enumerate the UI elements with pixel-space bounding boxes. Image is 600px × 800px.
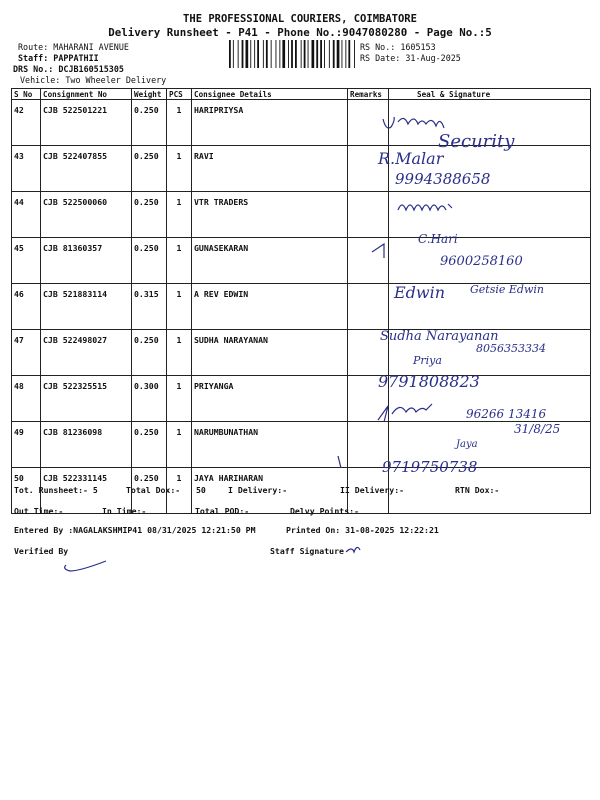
sig-jaya: Jaya [456, 439, 478, 450]
cell-seal-signature [389, 422, 591, 468]
cell-sno: 43 [12, 146, 41, 192]
table-row [12, 100, 591, 146]
cell-pcs: 1 [167, 100, 192, 146]
table-row [12, 192, 591, 238]
cell-consignee: HARIPRIYSA [192, 100, 348, 146]
col-remarks: Remarks [348, 89, 389, 100]
staff: Staff: PAPPATHII [18, 53, 99, 63]
entered-by: Entered By :NAGALAKSHMIP41 08/31/2025 12:21:50 PM [14, 525, 256, 535]
printed-on: Printed On: 31-08-2025 12:22:21 [286, 525, 439, 535]
rtn-dox: RTN Dox:- [455, 485, 500, 495]
sig-priya-phone: 9791808823 [378, 372, 480, 391]
cell-seal-signature [389, 238, 591, 284]
cell-consignee: JAYA HARIHARAN [192, 468, 348, 514]
cell-pcs: 1 [167, 238, 192, 284]
route: Route: MAHARANI AVENUE [18, 42, 129, 52]
verified-by: Verified By [14, 546, 69, 556]
col-pcs: PCS [167, 89, 192, 100]
cell-consignment: CJB 81236098 [41, 422, 132, 468]
sig-edwin: Edwin [394, 283, 446, 302]
cell-weight: 0.250 [132, 192, 167, 238]
company-title: THE PROFESSIONAL COURIERS, COIMBATORE [183, 13, 417, 25]
cell-consignment: CJB 522498027 [41, 330, 132, 376]
cell-consignment: CJB 522331145 [41, 468, 132, 514]
barcode [229, 40, 357, 68]
cell-consignee: A REV EDWIN [192, 284, 348, 330]
cell-sno: 45 [12, 238, 41, 284]
cell-seal-signature [389, 192, 591, 238]
total-pod: Total POD:- [195, 506, 250, 516]
cell-consignee: GUNASEKARAN [192, 238, 348, 284]
i-delivery: I Delivery:- [228, 485, 288, 495]
ii-delivery: II Delivery:- [340, 485, 405, 495]
rs-number: RS No.: 1605153 [360, 42, 436, 52]
cell-sno: 49 [12, 422, 41, 468]
cell-sno: 48 [12, 376, 41, 422]
cell-pcs: 1 [167, 146, 192, 192]
table-row [12, 238, 591, 284]
cell-consignment: CJB 522501221 [41, 100, 132, 146]
cell-sno: 44 [12, 192, 41, 238]
sig-malar-phone: 9994388658 [395, 170, 491, 188]
out-time: Out Time:- [14, 506, 64, 516]
cell-weight: 0.250 [132, 330, 167, 376]
total-dox-value: 50 [196, 485, 206, 495]
cell-sno: 46 [12, 284, 41, 330]
col-consignment: Consignment No [41, 89, 132, 100]
sig-security: Security [438, 131, 515, 152]
cell-weight: 0.315 [132, 284, 167, 330]
vehicle: Vehicle: Two Wheeler Delivery [20, 75, 167, 85]
cell-remarks [348, 422, 389, 468]
cell-remarks [348, 330, 389, 376]
cell-remarks [348, 192, 389, 238]
cell-weight: 0.250 [132, 100, 167, 146]
total-dox-label: Total Dox:- [126, 485, 181, 495]
table-row [12, 330, 591, 376]
cell-seal-signature [389, 330, 591, 376]
sig-rmalar: R.Malar [378, 149, 444, 168]
sig-hari-phone: 9600258160 [440, 254, 523, 269]
table-row [12, 376, 591, 422]
table-row [12, 284, 591, 330]
delvy-points: Delvy Points:- [290, 506, 360, 516]
cell-consignment: CJB 522407855 [41, 146, 132, 192]
sig-priya: Priya [413, 354, 442, 367]
table-row [12, 422, 591, 468]
sig-jaya-phone: 9719750738 [382, 458, 478, 476]
cell-consignment: CJB 521883114 [41, 284, 132, 330]
cell-consignee: VTR TRADERS [192, 192, 348, 238]
drs-number: DRS No.: DCJB160515305 [13, 64, 124, 74]
rs-date: RS Date: 31-Aug-2025 [360, 53, 461, 63]
cell-consignee: SUDHA NARAYANAN [192, 330, 348, 376]
cell-sno: 42 [12, 100, 41, 146]
cell-weight: 0.250 [132, 238, 167, 284]
cell-consignee: RAVI [192, 146, 348, 192]
sig-sudha-phone: 8056353334 [476, 342, 546, 355]
table-row [12, 146, 591, 192]
sig-narum-date: 31/8/25 [514, 422, 561, 436]
col-consignee: Consignee Details [192, 89, 348, 100]
runsheet-subtitle: Delivery Runsheet - P41 - Phone No.:9047080280 - Page No.:5 [108, 26, 492, 39]
cell-seal-signature [389, 146, 591, 192]
cell-weight: 0.250 [132, 468, 167, 514]
col-seal-signature: Seal & Signature [389, 89, 591, 100]
cell-weight: 0.250 [132, 422, 167, 468]
cell-remarks [348, 146, 389, 192]
cell-remarks [348, 238, 389, 284]
cell-sno: 50 [12, 468, 41, 514]
sig-getsie-edwin: Getsie Edwin [470, 283, 544, 296]
cell-pcs: 1 [167, 468, 192, 514]
col-sno: S No [12, 89, 41, 100]
runsheet-table [11, 88, 591, 514]
cell-seal-signature [389, 100, 591, 146]
cell-remarks [348, 100, 389, 146]
cell-remarks [348, 284, 389, 330]
sig-sudha: Sudha Narayanan [380, 329, 499, 344]
cell-pcs: 1 [167, 330, 192, 376]
cell-weight: 0.250 [132, 146, 167, 192]
cell-pcs: 1 [167, 376, 192, 422]
table-header-row [12, 89, 591, 100]
staff-signature: Staff Signature [270, 546, 344, 556]
cell-consignment: CJB 522325515 [41, 376, 132, 422]
cell-sno: 47 [12, 330, 41, 376]
cell-pcs: 1 [167, 192, 192, 238]
sig-narum-phone: 96266 13416 [466, 407, 547, 421]
cell-weight: 0.300 [132, 376, 167, 422]
cell-seal-signature [389, 284, 591, 330]
cell-consignment: CJB 81360357 [41, 238, 132, 284]
cell-remarks [348, 376, 389, 422]
cell-consignee: PRIYANGA [192, 376, 348, 422]
in-time: In Time:- [102, 506, 147, 516]
sig-chari: C.Hari [418, 232, 458, 246]
cell-consignment: CJB 522500060 [41, 192, 132, 238]
cell-pcs: 1 [167, 422, 192, 468]
cell-consignee: NARUMBUNATHAN [192, 422, 348, 468]
tot-runsheet: Tot. Runsheet:- 5 [14, 485, 98, 495]
cell-seal-signature [389, 376, 591, 422]
col-weight: Weight [132, 89, 167, 100]
cell-pcs: 1 [167, 284, 192, 330]
